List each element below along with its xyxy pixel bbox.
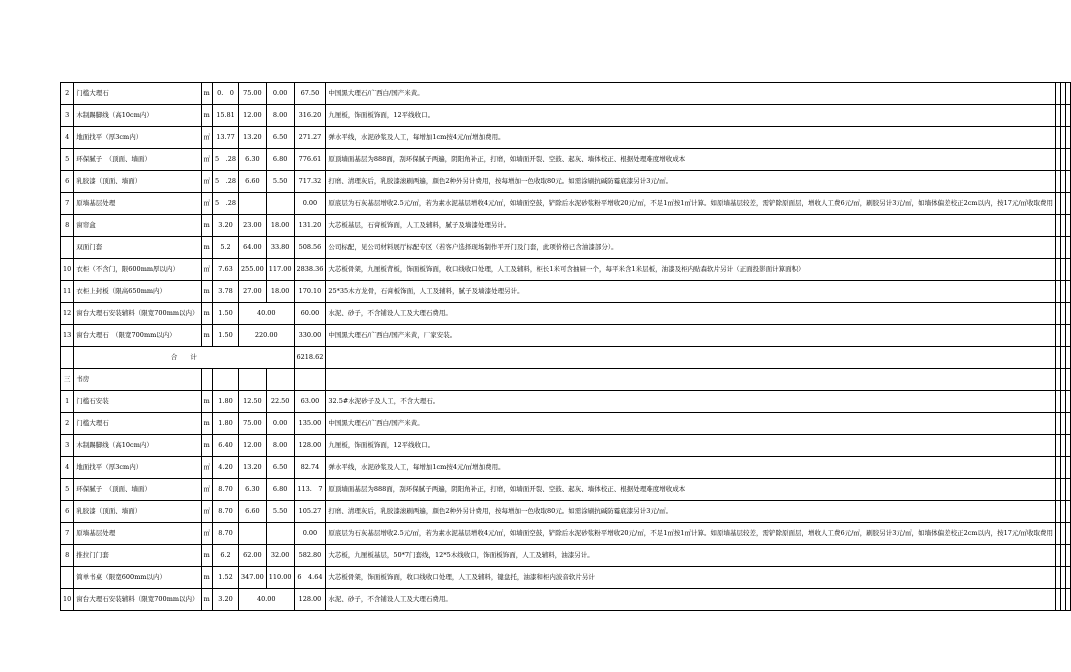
item-labor-price: 6.80 [266, 149, 294, 171]
item-number: 3 [61, 435, 74, 457]
table-row [61, 325, 1071, 347]
item-unit: m [201, 303, 213, 325]
item-quantity: 5.2 [213, 237, 239, 259]
empty-cell [326, 347, 1056, 369]
item-description: 打磨、清理灰后，乳胶漆滚刷两遍，颜色2种外另计费用，按每增加一色收取80元。如需涂刷抗碱防霉底漆另计3元/㎡。 [326, 501, 1056, 523]
item-quantity: 1.50 [213, 303, 239, 325]
item-unit: ㎡ [201, 149, 213, 171]
item-total: 6 4.64 [294, 567, 326, 589]
item-description: 原顶墙面基层为888面，刮环保腻子两遍，阴阳角补正，打磨，如墙面开裂、空鼓、起灰、墙体校正、根据处理难度增收成本 [326, 149, 1056, 171]
item-number: 6 [61, 501, 74, 523]
empty-cell [1066, 391, 1071, 413]
item-unit: m [201, 83, 213, 105]
empty-cell [1066, 105, 1071, 127]
item-unit: m [201, 545, 213, 567]
item-labor-price: 0.00 [266, 83, 294, 105]
item-material-price: 75.00 [239, 83, 267, 105]
table-row [61, 193, 1071, 215]
empty-cell [1066, 193, 1071, 215]
item-unit-price: 40.00 [239, 303, 295, 325]
empty-cell [1066, 479, 1071, 501]
item-material-price: 64.00 [239, 237, 267, 259]
item-unit: m [201, 325, 213, 347]
item-total: 776.61 [294, 149, 326, 171]
empty-cell [1066, 567, 1071, 589]
item-number: 7 [61, 193, 74, 215]
item-quantity: 5 .28 [213, 193, 239, 215]
item-material-price: 23.00 [239, 215, 267, 237]
table-row [61, 391, 1071, 413]
empty-cell [1066, 589, 1071, 611]
item-name: 木制踢脚线（高10cm内） [74, 105, 201, 127]
item-name: 原墙基层处理 [74, 193, 201, 215]
item-quantity: 15.81 [213, 105, 239, 127]
item-unit: ㎡ [201, 259, 213, 281]
empty-cell [1066, 303, 1071, 325]
item-number: 8 [61, 545, 74, 567]
item-material-price [239, 523, 267, 545]
total-label: 合 计 [74, 347, 294, 369]
item-labor-price: 117.00 [266, 259, 294, 281]
table-row [61, 215, 1071, 237]
item-description: 弹水平线，水泥砂浆及人工，每增加1cm按4元/㎡增加费用。 [326, 127, 1056, 149]
item-unit: ㎡ [201, 457, 213, 479]
item-name: 环保腻子 （顶面、墙面） [74, 149, 201, 171]
empty-cell [326, 369, 1056, 391]
item-labor-price: 5.50 [266, 501, 294, 523]
section-title: 书房 [74, 369, 201, 391]
item-description: 32.5#水泥砂子及人工，不含大理石。 [326, 391, 1056, 413]
item-material-price: 12.00 [239, 105, 267, 127]
item-name: 双面门套 [74, 237, 201, 259]
item-description: 公司标配，见公司材料展厅标配专区（若客户选择现场制作平开门及门套，此项价格已含油漆部分）。 [326, 237, 1056, 259]
item-total: 67.50 [294, 83, 326, 105]
item-total: 128.00 [294, 589, 326, 611]
item-unit: m [201, 215, 213, 237]
item-material-price: 6.60 [239, 171, 267, 193]
item-unit: m [201, 435, 213, 457]
item-description: 中国黑大理石/广西白/国产米黄。 [326, 83, 1056, 105]
empty-cell [1066, 369, 1071, 391]
item-name: 推拉门门套 [74, 545, 201, 567]
item-name: 门槛石安装 [74, 391, 201, 413]
table-row [61, 567, 1071, 589]
item-unit: m [201, 589, 213, 611]
item-labor-price: 8.00 [266, 435, 294, 457]
item-quantity: 0. 0 [213, 83, 239, 105]
item-quantity: 6.2 [213, 545, 239, 567]
empty-cell [1066, 457, 1071, 479]
item-name: 衣柜（不含门，限600mm厚以内） [74, 259, 201, 281]
empty-cell [1066, 259, 1071, 281]
item-quantity: 1.80 [213, 391, 239, 413]
item-total: 170.10 [294, 281, 326, 303]
item-total: 508.56 [294, 237, 326, 259]
item-labor-price: 6.80 [266, 479, 294, 501]
item-material-price: 6.60 [239, 501, 267, 523]
table-row [61, 237, 1071, 259]
item-name: 衣柜上封板（限高650mm内） [74, 281, 201, 303]
item-description: 水泥、砂子，不含铺设人工及大理石费用。 [326, 303, 1056, 325]
item-description: 水泥、砂子，不含铺设人工及大理石费用。 [326, 589, 1056, 611]
empty-cell [1066, 281, 1071, 303]
table-row [61, 501, 1071, 523]
empty-cell [1066, 501, 1071, 523]
item-material-price: 12.50 [239, 391, 267, 413]
item-material-price: 255.00 [239, 259, 267, 281]
item-total: 82.74 [294, 457, 326, 479]
item-unit: ㎡ [201, 171, 213, 193]
table-row [61, 127, 1071, 149]
item-quantity: 5 .28 [213, 171, 239, 193]
item-total: 135.00 [294, 413, 326, 435]
item-number: 10 [61, 259, 74, 281]
empty-cell [1066, 149, 1071, 171]
item-material-price: 347.00 [239, 567, 267, 589]
item-labor-price: 0.00 [266, 413, 294, 435]
item-number: 3 [61, 105, 74, 127]
item-number: 2 [61, 83, 74, 105]
item-name: 地面找平（厚3cm内） [74, 127, 201, 149]
table-body [61, 83, 1071, 611]
item-total: 271.27 [294, 127, 326, 149]
item-description: 打磨、清理灰后，乳胶漆滚刷两遍，颜色2种外另计费用，按每增加一色收取80元。如需涂刷抗碱防霉底漆另计3元/㎡。 [326, 171, 1056, 193]
item-description: 原顶墙面基层为888面，刮环保腻子两遍，阴阳角补正，打磨，如墙面开裂、空鼓、起灰、墙体校正、根据处理难度增收成本 [326, 479, 1056, 501]
item-labor-price: 8.00 [266, 105, 294, 127]
item-total: 131.20 [294, 215, 326, 237]
item-unit: ㎡ [201, 523, 213, 545]
item-unit: m [201, 237, 213, 259]
table-row [61, 281, 1071, 303]
item-name: 乳胶漆（顶面、墙面） [74, 171, 201, 193]
item-name: 门槛大理石 [74, 413, 201, 435]
table-row [61, 435, 1071, 457]
item-number: 4 [61, 457, 74, 479]
table-row [61, 545, 1071, 567]
table-row [61, 171, 1071, 193]
item-total: 113. 7 [294, 479, 326, 501]
item-unit: ㎡ [201, 127, 213, 149]
item-quantity: 6.40 [213, 435, 239, 457]
item-material-price: 6.30 [239, 149, 267, 171]
item-number: 7 [61, 523, 74, 545]
empty-cell [1066, 545, 1071, 567]
item-description: 中国黑大理石/广西白/国产米黄，厂家安装。 [326, 325, 1056, 347]
table-row [61, 457, 1071, 479]
empty-cell [294, 369, 326, 391]
empty-cell [1066, 523, 1071, 545]
item-number: 5 [61, 149, 74, 171]
item-quantity: 1.50 [213, 325, 239, 347]
table-row [61, 479, 1071, 501]
item-number: 13 [61, 325, 74, 347]
item-name: 简单书桌（限宽600mm以内） [74, 567, 201, 589]
item-total: 717.32 [294, 171, 326, 193]
item-material-price: 13.20 [239, 457, 267, 479]
item-labor-price: 18.00 [266, 281, 294, 303]
item-quantity: 7.63 [213, 259, 239, 281]
item-name: 地面找平（厚3cm内） [74, 457, 201, 479]
section-number: 三 [61, 369, 74, 391]
item-material-price [239, 193, 267, 215]
item-labor-price: 18.00 [266, 215, 294, 237]
item-quantity: 1.80 [213, 413, 239, 435]
item-total: 128.00 [294, 435, 326, 457]
empty-cell [1066, 413, 1071, 435]
table-row [61, 589, 1071, 611]
item-description: 中国黑大理石/广西白/国产米黄。 [326, 413, 1056, 435]
item-quantity: 13.77 [213, 127, 239, 149]
item-total: 63.00 [294, 391, 326, 413]
item-unit: ㎡ [201, 193, 213, 215]
item-unit-price: 40.00 [239, 589, 295, 611]
item-number: 11 [61, 281, 74, 303]
item-quantity: 4.20 [213, 457, 239, 479]
empty-cell [1066, 237, 1071, 259]
item-labor-price [266, 193, 294, 215]
item-description: 九厘板，饰面板饰面，12平线收口。 [326, 105, 1056, 127]
item-labor-price: 33.80 [266, 237, 294, 259]
item-total: 2838.36 [294, 259, 326, 281]
empty-cell [213, 369, 239, 391]
item-unit: ㎡ [201, 501, 213, 523]
item-unit-price: 220.00 [239, 325, 295, 347]
item-number: 6 [61, 171, 74, 193]
item-description: 大芯板，九厘板基层，50*7门套线，12*5木线收口，饰面板饰面，人工及辅料，油漆另计。 [326, 545, 1056, 567]
empty-cell [1066, 127, 1071, 149]
item-number: 8 [61, 215, 74, 237]
item-quantity: 5 .28 [213, 149, 239, 171]
empty-cell [61, 347, 74, 369]
item-quantity: 8.70 [213, 523, 239, 545]
item-description: 25*35木方龙骨，石膏板饰面，人工及辅料，腻子及墙漆处理另计。 [326, 281, 1056, 303]
item-total: 316.20 [294, 105, 326, 127]
table-row [61, 369, 1071, 391]
empty-cell [1066, 325, 1071, 347]
item-quantity: 8.70 [213, 479, 239, 501]
table-row [61, 259, 1071, 281]
item-labor-price: 5.50 [266, 171, 294, 193]
item-number: 4 [61, 127, 74, 149]
item-labor-price: 110.00 [266, 567, 294, 589]
item-description: 大芯板基层，石膏板饰面，人工及辅料，腻子及墙漆处理另计。 [326, 215, 1056, 237]
empty-cell [239, 369, 267, 391]
item-labor-price: 6.50 [266, 127, 294, 149]
item-name: 环保腻子 （顶面、墙面） [74, 479, 201, 501]
item-material-price: 27.00 [239, 281, 267, 303]
table-row [61, 413, 1071, 435]
item-labor-price: 6.50 [266, 457, 294, 479]
item-unit: m [201, 391, 213, 413]
item-number: 1 [61, 391, 74, 413]
item-unit: m [201, 105, 213, 127]
empty-cell [266, 369, 294, 391]
empty-cell [1066, 215, 1071, 237]
item-total: 0.00 [294, 193, 326, 215]
item-description: 原底层为石灰基层增收2.5元/㎡，若为素水泥基层增收4元/㎡，如墙面空鼓，铲除后水泥砂浆粉平增收20元/㎡，不足1㎡按1㎡计算。如原墙基层较差，需铲除原面层，增收人工费6元/㎡，刷胶另计3元/㎡，如墙体偏差校正2cm以内，按17元/㎡收取费用 [326, 193, 1056, 215]
item-number: 10 [61, 589, 74, 611]
table-row [61, 105, 1071, 127]
item-unit: m [201, 567, 213, 589]
item-labor-price [266, 523, 294, 545]
item-name: 窗台大理石安装辅料（限宽700mm以内） [74, 303, 201, 325]
item-description: 大芯板骨架，饰面板饰面，收口线收口处理，人工及辅料，键盘托，油漆和柜内波音软片另计 [326, 567, 1056, 589]
item-total: 582.80 [294, 545, 326, 567]
item-quantity: 3.20 [213, 589, 239, 611]
empty-cell [1066, 83, 1071, 105]
item-name: 木制踢脚线（高10cm内） [74, 435, 201, 457]
empty-cell [201, 369, 213, 391]
table-row [61, 347, 1071, 369]
item-total: 0.00 [294, 523, 326, 545]
item-quantity: 1.52 [213, 567, 239, 589]
item-total: 105.27 [294, 501, 326, 523]
item-description: 九厘板，饰面板饰面，12平线收口。 [326, 435, 1056, 457]
item-quantity: 3.78 [213, 281, 239, 303]
item-unit: m [201, 281, 213, 303]
item-description: 原底层为石灰基层增收2.5元/㎡，若为素水泥基层增收4元/㎡，如墙面空鼓，铲除后水泥砂浆粉平增收20元/㎡，不足1㎡按1㎡计算。如原墙基层较差，需铲除原面层，增收人工费6元/㎡，刷胶另计3元/㎡，如墙体偏差校正2cm以内，按17元/㎡收取费用 [326, 523, 1056, 545]
item-number [61, 567, 74, 589]
empty-cell [1066, 171, 1071, 193]
empty-cell [1066, 347, 1071, 369]
item-material-price: 6.30 [239, 479, 267, 501]
item-total: 330.00 [294, 325, 326, 347]
item-description: 大芯板骨架，九厘板背板，饰面板饰面，收口线收口处理，人工及辅料，柜长1米可含抽屉一个，每平米含1米层板，油漆及柜内贴森软片另计（正面投影面计算面积） [326, 259, 1056, 281]
item-name: 门槛大理石 [74, 83, 201, 105]
item-name: 原墙基层处理 [74, 523, 201, 545]
item-unit: ㎡ [201, 479, 213, 501]
item-number [61, 237, 74, 259]
item-quantity: 3.20 [213, 215, 239, 237]
item-labor-price: 22.50 [266, 391, 294, 413]
item-name: 窗台大理石 （限宽700mm以内） [74, 325, 201, 347]
item-material-price: 13.20 [239, 127, 267, 149]
item-material-price: 62.00 [239, 545, 267, 567]
item-number: 2 [61, 413, 74, 435]
table-row [61, 303, 1071, 325]
item-labor-price: 32.00 [266, 545, 294, 567]
total-amount: 6218.62 [294, 347, 326, 369]
item-unit: m [201, 413, 213, 435]
empty-cell [1066, 435, 1071, 457]
item-material-price: 12.00 [239, 435, 267, 457]
item-name: 窗帘盒 [74, 215, 201, 237]
table-row [61, 523, 1071, 545]
item-number: 12 [61, 303, 74, 325]
item-material-price: 75.00 [239, 413, 267, 435]
item-number: 5 [61, 479, 74, 501]
item-name: 窗台大理石安装辅料（限宽700mm以内） [74, 589, 201, 611]
quotation-table [60, 82, 1071, 611]
item-quantity: 8.70 [213, 501, 239, 523]
item-name: 乳胶漆（顶面、墙面） [74, 501, 201, 523]
table-row [61, 149, 1071, 171]
table-row [61, 83, 1071, 105]
item-total: 60.00 [294, 303, 326, 325]
item-description: 弹水平线，水泥砂浆及人工，每增加1cm按4元/㎡增加费用。 [326, 457, 1056, 479]
